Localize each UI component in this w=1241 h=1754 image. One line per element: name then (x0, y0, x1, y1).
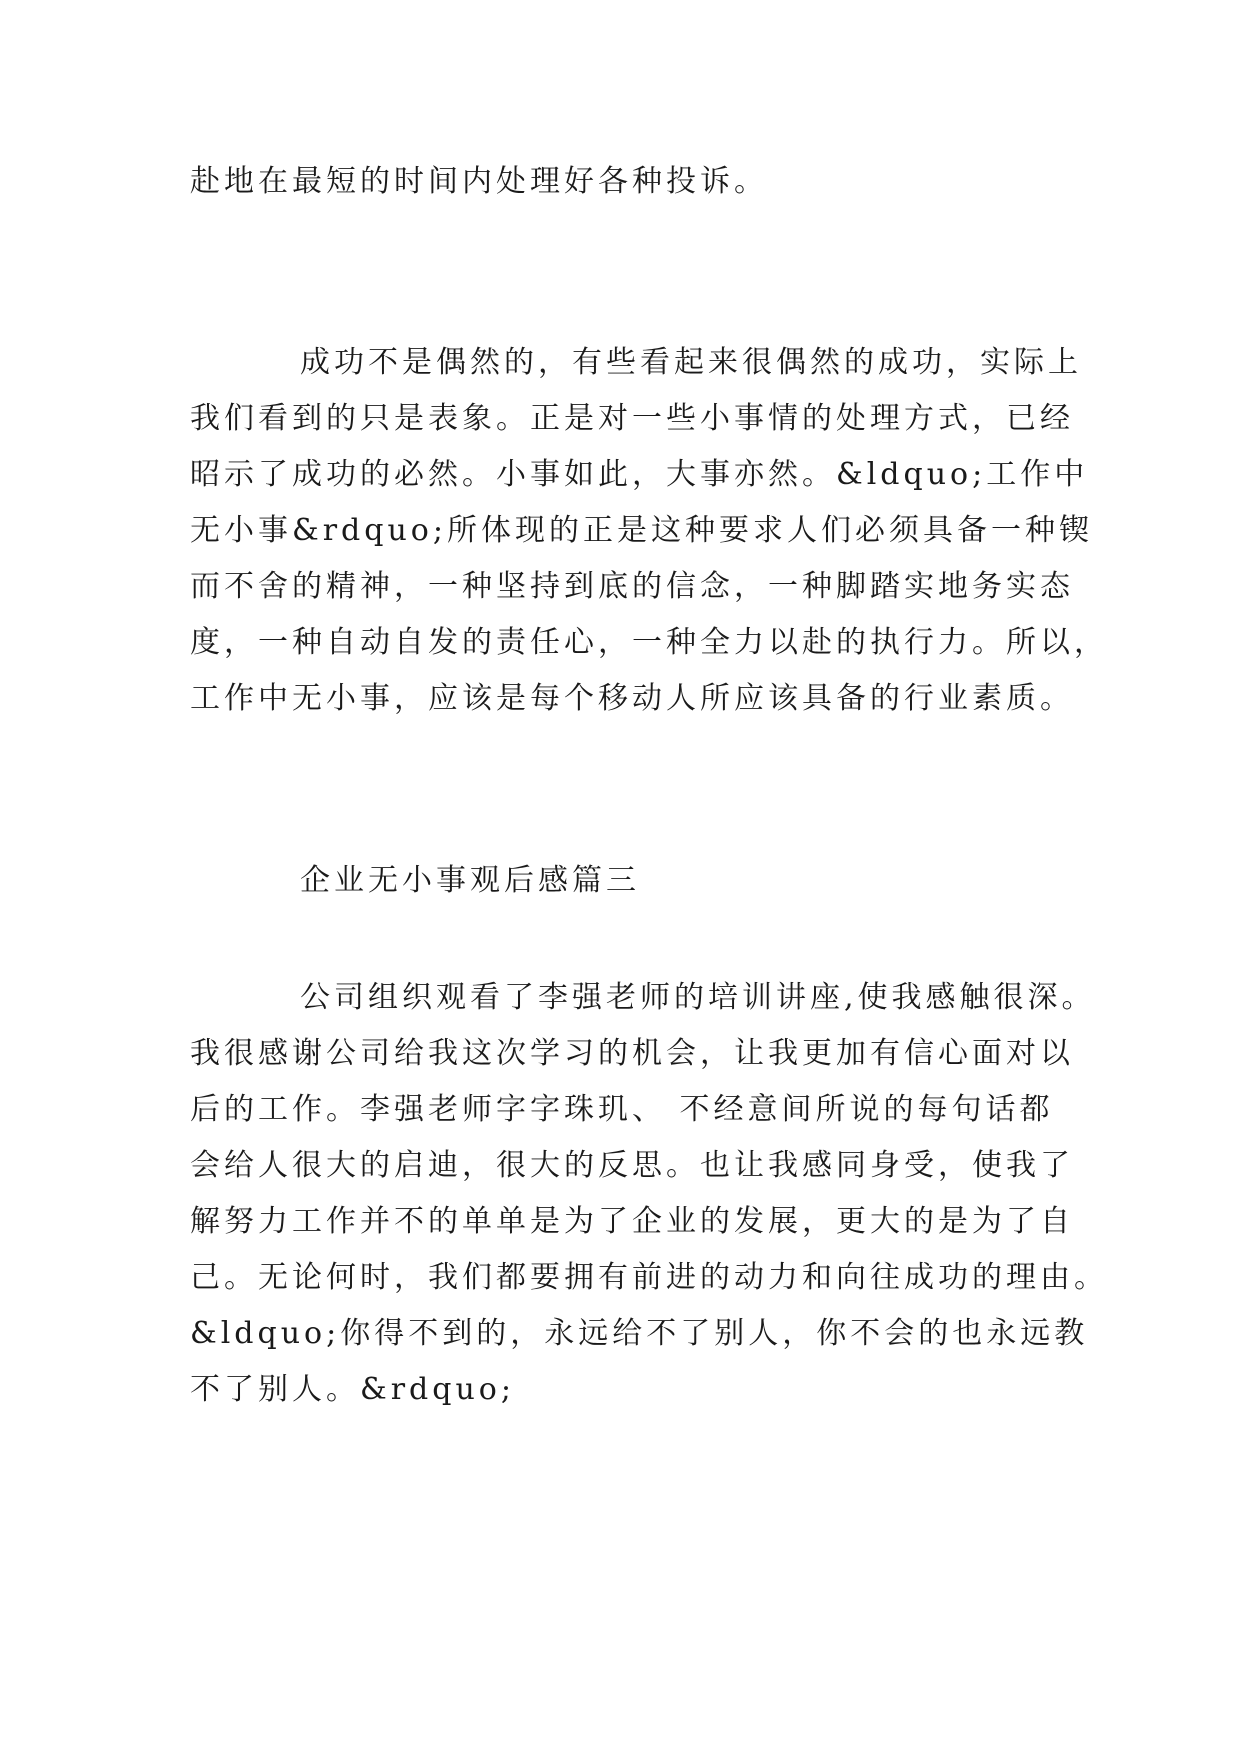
paragraph-line: 会给人很大的启迪，很大的反思。也让我感同身受，使我了 (190, 1148, 1074, 1183)
paragraph-1 (190, 154, 1070, 210)
paragraph-line: 我们看到的只是表象。正是对一些小事情的处理方式，已经 (190, 401, 1074, 436)
paragraph-line: 而不舍的精神，一种坚持到底的信念，一种脚踏实地务实态 (190, 569, 1074, 604)
paragraph-line: 我很感谢公司给我这次学习的机会，让我更加有信心面对以 (190, 1036, 1074, 1071)
paragraph-line: 工作中无小事，应该是每个移动人所应该具备的行业素质。 (190, 681, 1074, 716)
paragraph-line: 公司组织观看了李强老师的培训讲座,使我感触很深。 (300, 980, 1096, 1015)
paragraph-3 (190, 970, 1108, 1418)
paragraph-line: 赴地在最短的时间内处理好各种投诉。 (190, 164, 768, 199)
paragraph-2 (190, 335, 1108, 727)
section-heading-text: 企业无小事观后感篇三 (300, 863, 640, 898)
paragraph-line: 不了别人。&rdquo; (190, 1372, 515, 1407)
paragraph-line: 己。无论何时，我们都要拥有前进的动力和向往成功的理由。 (190, 1260, 1108, 1295)
paragraph-line: 成功不是偶然的，有些看起来很偶然的成功，实际上 (300, 345, 1082, 380)
paragraph-line: 后的工作。李强老师字字珠玑、 不经意间所说的每句话都 (190, 1092, 1054, 1127)
paragraph-line: 度，一种自动自发的责任心，一种全力以赴的执行力。所以， (190, 625, 1108, 660)
section-heading (190, 853, 1070, 909)
paragraph-line: 解努力工作并不的单单是为了企业的发展，更大的是为了自 (190, 1204, 1074, 1239)
paragraph-line: 昭示了成功的必然。小事如此，大事亦然。&ldquo;工作中 (190, 457, 1089, 492)
paragraph-line: 无小事&rdquo;所体现的正是这种要求人们必须具备一种锲 (190, 513, 1093, 548)
paragraph-line: &ldquo;你得不到的，永远给不了别人，你不会的也永远教 (190, 1316, 1089, 1351)
